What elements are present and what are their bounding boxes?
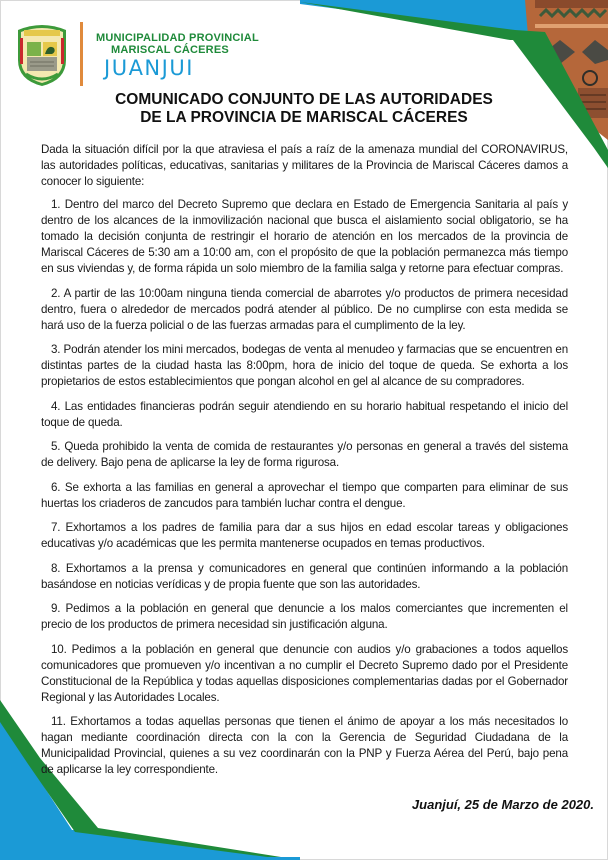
list-item: 6. Se exhorta a las familias en general a aprovechar el tiempo que comparten para eliminar de sus huertas los criaderos de zancudos para también luchar contra el dengue. <box>41 480 568 510</box>
list-item: 11. Exhortamos a todas aquellas personas que tienen el ánimo de apoyar a los más necesitados lo hagan mediante coordinación directa con la con la Gerencia de Seguridad Ciudadana de la Municipalidad Provincial, quienes a su vez coordinarán con la PNP y Fuerza Aérea del Perú, bajo pena de aplicarse la ley correspondiente. <box>41 715 568 776</box>
title-line-1: COMUNICADO CONJUNTO DE LAS AUTORIDADES <box>115 91 493 108</box>
document-body <box>41 142 568 787</box>
list-item: 1. Dentro del marco del Decreto Supremo que declara en Estado de Emergencia Sanitaria al país y dentro de los alcances de la inmovilización nacional que busca el aislamiento social obligatorio, se ha tomado la decisión conjunta de restringir el horario de atención en los mercados de la provincia de Mariscal Cáceres de 5:30 am a 10:00 am, con el propósito de que la población permanezca más tiempo en sus viviendas y, de forma rápida un solo miembro de la familia salga y retorne para efectuar compras. <box>41 198 568 275</box>
brand-line-2: MARISCAL CÁCERES <box>111 44 229 56</box>
brand-block <box>96 32 259 79</box>
intro-paragraph: Dada la situación difícil por la que atraviesa el país a raíz de la amenaza mundial del CORONAVIRUS, las autoridades políticas, educativas, sanitarias y militares de la Provincia de Mariscal Cáceres damos a conocer lo siguiente: <box>41 143 568 188</box>
list-item: 2. A partir de las 10:00am ninguna tienda comercial de abarrotes y/o productos de primera necesidad dentro, fuera o alrededor de mercados podrá atender al público. De no cumplirse con esta medida se hará uso de la fuerza policial o de las fuerzas armadas para el cumplimento de la ley. <box>41 286 568 332</box>
header-divider <box>80 22 83 86</box>
signature-date: Juanjuí, 25 de Marzo de 2020. <box>411 797 594 812</box>
list-item: 4. Las entidades financieras podrán seguir atendiendo en su horario habitual respetando el inicio del toque de queda. <box>41 399 568 429</box>
list-item: 9. Pedimos a la población en general que denuncie a los malos comerciantes que incrementen el precio de los productos de primera necesidad sin justificación alguna. <box>41 602 568 631</box>
document-title <box>0 91 608 127</box>
title-line-2: DE LA PROVINCIA DE MARISCAL CÁCERES <box>140 109 468 126</box>
brand-line-1: MUNICIPALIDAD PROVINCIAL <box>96 32 259 44</box>
coat-of-arms-icon <box>14 20 70 88</box>
brand-city: JUANJUI <box>104 56 194 80</box>
list-item: 10. Pedimos a la población en general que denuncie con audios y/o grabaciones a todos aquellos comunicadores que promueven y/o incentivan a no cumplir el Decreto Supremo dado por el Presidente Constitucional de la República y todas aquellas disposiciones complementarias dadas por el Gobernador Regional y las Autoridades Locales. <box>41 642 568 704</box>
list-item: 5. Queda prohibido la venta de comida de restaurantes y/o personas en general a través del sistema de delivery. Bajo pena de aplicarse la ley de forma rigurosa. <box>41 440 568 469</box>
list-item: 3. Podrán atender los mini mercados, bodegas de venta al menudeo y farmacias que se encuentren en distintas partes de la ciudad hasta las 8:00pm, hora de inicio del toque de queda. Se exhorta a los propietarios de estos establecimientos que pongan alcohol en gel al alcance de su compradores. <box>41 343 568 388</box>
municipal-logo <box>14 20 70 88</box>
list-item: 8. Exhortamos a la prensa y comunicadores en general que continúen informando a la población basándose en noticias verídicas y de propia fuente que son las autoridades. <box>41 561 568 591</box>
list-item: 7. Exhortamos a los padres de familia para dar a sus hijos en edad escolar tareas y obligaciones educativas y/o académicas que les permita mantenerse ocupados en temas productivos. <box>41 521 568 550</box>
